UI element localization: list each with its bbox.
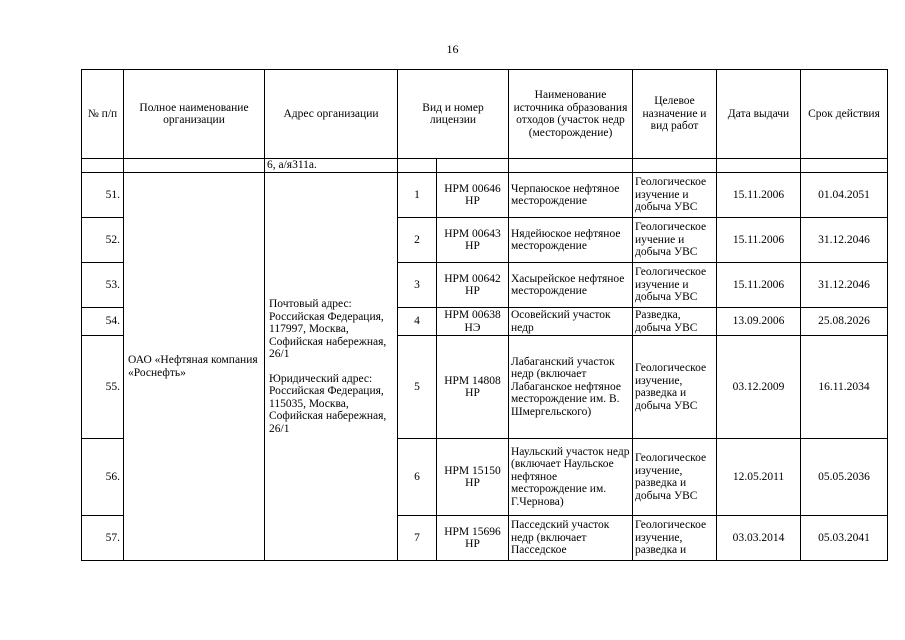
validity-date: 31.12.2046 bbox=[801, 218, 888, 263]
license-sub-number: 6 bbox=[398, 439, 437, 516]
issue-date: 15.11.2006 bbox=[717, 173, 801, 218]
header-org-name: Полное наименование организации bbox=[124, 70, 265, 159]
purpose: Геологическое изучение, разведка и добыча УВС bbox=[633, 439, 717, 516]
legal-address: Юридический адрес: Российская Федерация, 115035, Москва, Софийская набережная, 26/1 bbox=[269, 372, 387, 435]
license-number: НРМ 00646 НР bbox=[437, 173, 509, 218]
license-sub-number: 7 bbox=[398, 516, 437, 561]
row-number: 51. bbox=[82, 173, 124, 218]
source-name: Черпаюское нефтяное месторождение bbox=[509, 173, 633, 218]
header-license: Вид и номер лицензии bbox=[398, 70, 509, 159]
validity-date: 31.12.2046 bbox=[801, 263, 888, 308]
license-number: НРМ 00638 НЭ bbox=[437, 308, 509, 336]
continuation-row bbox=[82, 159, 888, 173]
organization-name: ОАО «Нефтяная компания «Роснефть» bbox=[124, 173, 265, 561]
validity-date: 05.03.2041 bbox=[801, 516, 888, 561]
license-sub-number: 1 bbox=[398, 173, 437, 218]
header-validity: Срок действия bbox=[801, 70, 888, 159]
license-sub-number: 3 bbox=[398, 263, 437, 308]
organization-address bbox=[265, 173, 398, 561]
header-purpose: Целевое назначение и вид работ bbox=[633, 70, 717, 159]
table-row bbox=[82, 173, 888, 218]
source-name: Хасырейское нефтяное месторождение bbox=[509, 263, 633, 308]
row-number: 52. bbox=[82, 218, 124, 263]
validity-date: 01.04.2051 bbox=[801, 173, 888, 218]
header-source: Наименование источника образования отходов (участок недр (месторождение) bbox=[509, 70, 633, 159]
header-issue-date: Дата выдачи bbox=[717, 70, 801, 159]
source-name: Наульский участок недр (включает Наульское нефтяное месторождение им. Г.Чернова) bbox=[509, 439, 633, 516]
purpose: Геологическое иучение и добыча УВС bbox=[633, 218, 717, 263]
header-num: № п/п bbox=[82, 70, 124, 159]
purpose: Разведка, добыча УВС bbox=[633, 308, 717, 336]
row-number: 53. bbox=[82, 263, 124, 308]
issue-date: 15.11.2006 bbox=[717, 218, 801, 263]
source-name: Нядейюское нефтяное месторождение bbox=[509, 218, 633, 263]
source-name: Пасседский участок недр (включает Пасседское bbox=[509, 516, 633, 561]
license-number: НРМ 14808 НР bbox=[437, 336, 509, 439]
validity-date: 16.11.2034 bbox=[801, 336, 888, 439]
issue-date: 12.05.2011 bbox=[717, 439, 801, 516]
license-number: НРМ 15150 НР bbox=[437, 439, 509, 516]
purpose: Геологическое изучение и добыча УВС bbox=[633, 263, 717, 308]
row-number: 57. bbox=[82, 516, 124, 561]
continuation-address: 6, а/я311а. bbox=[265, 159, 398, 173]
source-name: Лабаганский участок недр (включает Лабаганское нефтяное месторождение им. В. Шмергельского) bbox=[509, 336, 633, 439]
purpose: Геологическое изучение, разведка и bbox=[633, 516, 717, 561]
page-number: 16 bbox=[446, 42, 459, 56]
issue-date: 13.09.2006 bbox=[717, 308, 801, 336]
header-row bbox=[82, 70, 888, 159]
license-sub-number: 5 bbox=[398, 336, 437, 439]
row-number: 55. bbox=[82, 336, 124, 439]
issue-date: 15.11.2006 bbox=[717, 263, 801, 308]
validity-date: 05.05.2036 bbox=[801, 439, 888, 516]
postal-address: Почтовый адрес: Российская Федерация, 117997, Москва, Софийская набережная, 26/1 bbox=[269, 298, 387, 360]
license-number: НРМ 00643 НР bbox=[437, 218, 509, 263]
row-number: 56. bbox=[82, 439, 124, 516]
license-number: НРМ 15696 НР bbox=[437, 516, 509, 561]
license-sub-number: 2 bbox=[398, 218, 437, 263]
purpose: Геологическое изучение и добыча УВС bbox=[633, 173, 717, 218]
source-name: Осовейский участок недр bbox=[509, 308, 633, 336]
row-number: 54. bbox=[82, 308, 124, 336]
purpose: Геологическое изучение, разведка и добыча УВС bbox=[633, 336, 717, 439]
license-table bbox=[81, 69, 888, 561]
validity-date: 25.08.2026 bbox=[801, 308, 888, 336]
header-address: Адрес организации bbox=[265, 70, 398, 159]
issue-date: 03.12.2009 bbox=[717, 336, 801, 439]
issue-date: 03.03.2014 bbox=[717, 516, 801, 561]
license-number: НРМ 00642 НР bbox=[437, 263, 509, 308]
license-sub-number: 4 bbox=[398, 308, 437, 336]
